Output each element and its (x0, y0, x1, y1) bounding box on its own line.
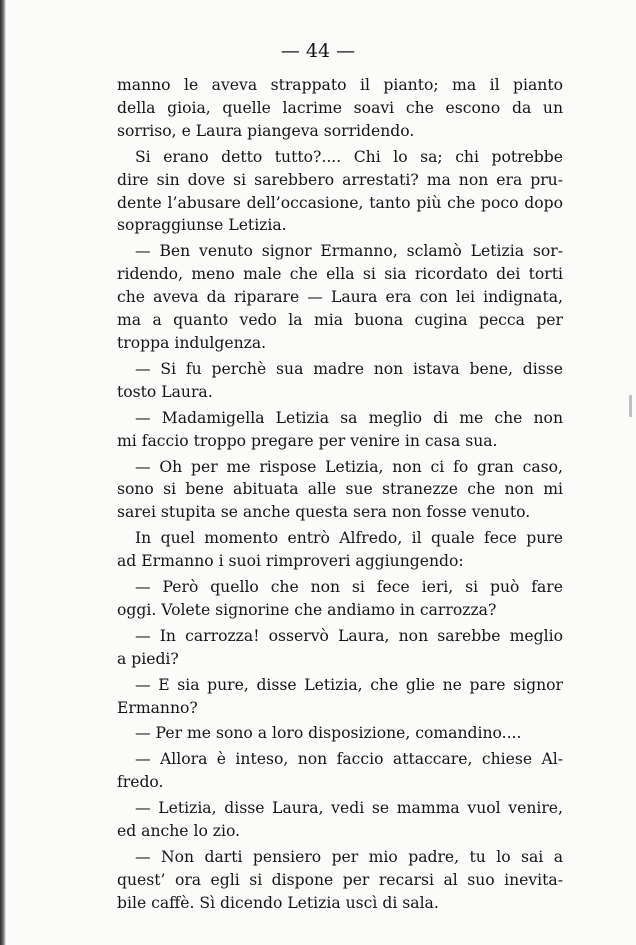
text-line: oggi. Volete signorine che andiamo in carrozza? (117, 600, 497, 619)
paragraph (117, 797, 563, 843)
page-number: — 44 — (280, 40, 356, 62)
text-line: bile caffè. Sì dicendo Letizia uscì di sala. (117, 893, 439, 912)
text-line: ridendo, meno male che ella si sia ricordato dei torti (117, 265, 563, 284)
text-line: manno le aveva strappato il pianto; ma il pianto (117, 76, 563, 94)
page-edge-mark (629, 395, 632, 417)
paragraph (117, 576, 563, 622)
text-line: mi faccio troppo pregare per venire in casa sua. (117, 431, 498, 450)
text-line: — Però quello che non si fece ieri, si può fare (135, 578, 563, 597)
paragraph (117, 722, 563, 745)
text-line: — Ben venuto signor Ermanno, sclamò Letizia sor- (135, 242, 563, 261)
paragraph (117, 846, 563, 915)
text-line: sopraggiunse Letizia. (117, 216, 287, 235)
page-edge-shadow (0, 0, 6, 945)
text-line: quest’ ora egli si dispone per recarsi al suo inevita- (117, 870, 563, 889)
text-line: tosto Laura. (117, 382, 213, 401)
text-line: ed anche lo zio. (117, 822, 241, 841)
paragraph (117, 674, 563, 720)
paragraph (117, 74, 563, 143)
text-line: — Letizia, disse Laura, vedi se mamma vuol venire, (135, 799, 563, 818)
text-line: della gioia, quelle lacrime soavi che escono da un (117, 98, 563, 117)
text-line: — Madamigella Letizia sa meglio di me che non (135, 408, 563, 427)
text-line: a piedi? (117, 649, 179, 668)
text-line: ad Ermanno i suoi rimproveri aggiungendo: (117, 552, 464, 571)
text-line: — Si fu perchè sua madre non istava bene, disse (135, 359, 563, 378)
paragraph (117, 748, 563, 794)
text-line: — Oh per me rispose Letizia, non ci fo gran caso, (135, 457, 563, 476)
text-line: dente l’abusare dell’occasione, tanto più che poco dopo (117, 193, 563, 212)
paragraph (117, 358, 563, 404)
body-text (117, 74, 563, 915)
text-line: — E sia pure, disse Letizia, che glie ne pare signor (135, 675, 563, 694)
paragraph (117, 146, 563, 238)
text-line: sono si bene abituata alle sue stranezze che non mi (117, 480, 563, 499)
text-line: fredo. (117, 773, 164, 792)
paragraph (117, 625, 563, 671)
text-line: sorriso, e Laura piangeva sorridendo. (117, 121, 415, 140)
paragraph (117, 240, 563, 355)
text-line: — Per me sono a loro disposizione, comandino.... (135, 724, 522, 743)
text-line: troppa indulgenza. (117, 333, 267, 352)
text-line: dire sin dove si sarebbero arrestati? ma non era pru- (117, 170, 563, 189)
text-line: ma a quanto vedo la mia buona cugina pecca per (117, 311, 563, 330)
text-line: — In carrozza! osservò Laura, non sarebbe meglio (135, 626, 563, 645)
text-line: Si erano detto tutto?.... Chi lo sa; chi potrebbe (135, 147, 563, 166)
paragraph (117, 407, 563, 453)
paragraph (117, 527, 563, 573)
text-line: Ermanno? (117, 698, 198, 717)
text-line: sarei stupita se anche questa sera non fosse venuto. (117, 503, 531, 522)
text-line: — Allora è inteso, non faccio attaccare, chiese Al- (135, 750, 563, 769)
paragraph (117, 456, 563, 525)
text-line: In quel momento entrò Alfredo, il quale fece pure (135, 529, 563, 548)
text-line: — Non darti pensiero per mio padre, tu lo sai a (135, 848, 563, 866)
text-line: che aveva da riparare — Laura era con lei indignata, (117, 288, 563, 307)
